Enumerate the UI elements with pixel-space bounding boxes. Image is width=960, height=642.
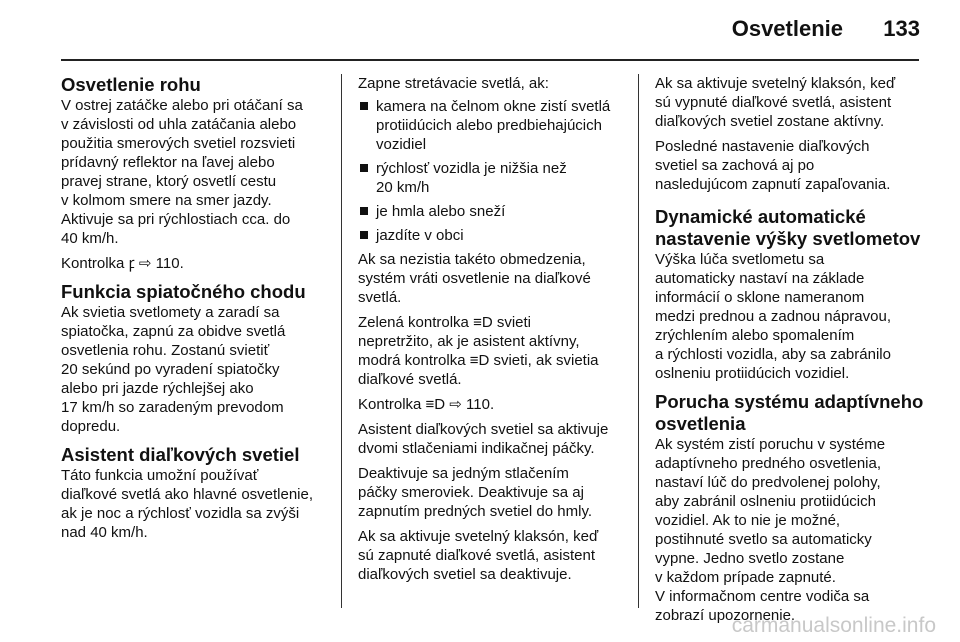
column-middle <box>358 74 630 590</box>
section-title: Porucha systému adaptívneho osvetlenia <box>655 391 924 434</box>
list-item-text: je hmla alebo sneží <box>376 203 506 220</box>
section-reverse-function <box>61 281 329 436</box>
page-header <box>0 0 960 60</box>
paragraph: Ak systém zistí poruchu v systéme adaptívneho predného osvetlenia, nastaví lúč do predvolenej polohy, aby zabránil oslneniu protiidúcich vozidiel. Ak to nie je možné, postihnuté svetlo sa automaticky vypne. Jedno svetlo zostane v každom prípade zapnuté. V informačnom centre vodiča sa zobrazí upozornenie. <box>655 436 886 624</box>
list-item <box>358 226 630 245</box>
section-high-beam-assist <box>61 444 329 542</box>
list-item <box>358 159 630 197</box>
paragraph: Ak sa nezistia takéto obmedzenia, systém vráti osvetlenie na diaľkové svetlá. <box>358 251 591 306</box>
header-rule <box>61 59 919 61</box>
list-item-text: rýchlosť vozidla je nižšia než 20 km/h <box>376 160 567 196</box>
bullet-square-icon <box>360 164 368 172</box>
bullet-square-icon <box>360 102 368 110</box>
column-divider <box>638 74 639 608</box>
paragraph: Asistent diaľkových svetiel sa aktivuje dvomi stlačeniami indikačnej páčky. <box>358 421 609 457</box>
section-title: Osvetlenie rohu <box>61 74 201 95</box>
bullet-list <box>358 97 630 245</box>
column-left <box>61 74 329 550</box>
paragraph: Výška lúča svetlometu sa automaticky nastaví na základe informácií o sklone nameranom medzi prednou a zadnou nápravou, zrýchlením alebo spomalením a rýchlosti vozidla, aby sa zabránilo oslneniu protiidúcich vozidiel. <box>655 251 892 382</box>
section-corner-lighting <box>61 74 329 273</box>
bullet-square-icon <box>360 207 368 215</box>
list-item <box>358 202 630 221</box>
paragraph: V ostrej zatáčke alebo pri otáčaní sa v závislosti od uhla zatáčania alebo použitia smerových svetiel rozsvieti prídavný reflektor na ľavej alebo pravej strane, ktorý osvetlí cestu v kolmom smere na smer jazdy. Aktivuje sa pri rýchlostiach cca. do 40 km/h. <box>61 97 303 247</box>
paragraph: Táto funkcia umožní používať diaľkové svetlá ako hlavné osvetlenie, ak je noc a rýchlosť vozidla sa zvýši nad 40 km/h. <box>61 467 314 541</box>
paragraph: Deaktivuje sa jedným stlačením páčky smeroviek. Deaktivuje sa aj zapnutím predných svetiel do hmly. <box>358 465 593 520</box>
paragraph: Posledné nastavenie diaľkových svetiel sa zachová aj po nasledujúcom zapnutí zapaľovania. <box>655 138 891 193</box>
paragraph: Ak sa aktivuje svetelný klaksón, keď sú zapnuté diaľkové svetlá, asistent diaľkových svetiel sa deaktivuje. <box>358 528 599 583</box>
paragraph: Ak sa aktivuje svetelný klaksón, keď sú vypnuté diaľkové svetlá, asistent diaľkových svetiel zostane aktívny. <box>655 75 896 130</box>
column-right <box>655 74 925 633</box>
bullet-square-icon <box>360 231 368 239</box>
paragraph: Zelená kontrolka ≡D svieti nepretržito, ak je asistent aktívny, modrá kontrolka ≡D svieti, ak svietia diaľkové svetlá. <box>358 314 599 388</box>
section-title: Funkcia spiatočného chodu <box>61 281 306 302</box>
paragraph: Kontrolka ≡D ⇨ 110. <box>358 396 495 413</box>
section-title: Dynamické automatické nastavenie výšky svetlometov <box>655 206 921 249</box>
section-adaptive-lighting-fault <box>655 391 925 625</box>
paragraph: Ak svietia svetlomety a zaradí sa spiatočka, zapnú za obidve svetlá osvetlenia rohu. Zostanú svietiť 20 sekúnd po vyradení spiatočky alebo pri jazde rýchlejšej ako 17 km/h so zaradeným prevodom dopredu. <box>61 304 286 435</box>
paragraph: Zapne stretávacie svetlá, ak: <box>358 75 549 92</box>
section-title: Asistent diaľkových svetiel <box>61 444 300 465</box>
header-title: Osvetlenie <box>731 16 843 41</box>
paragraph: Kontrolka ꝼ ⇨ 110. <box>61 255 184 272</box>
list-item-text: kamera na čelnom okne zistí svetlá protiidúcich alebo predbiehajúcich vozidiel <box>376 98 611 153</box>
list-item-text: jazdíte v obci <box>376 227 464 244</box>
column-divider <box>341 74 342 608</box>
section-dynamic-leveling <box>655 206 925 383</box>
page-number: 133 <box>883 16 920 41</box>
watermark: carmanualsonline.info <box>731 614 936 637</box>
list-item <box>358 97 630 154</box>
